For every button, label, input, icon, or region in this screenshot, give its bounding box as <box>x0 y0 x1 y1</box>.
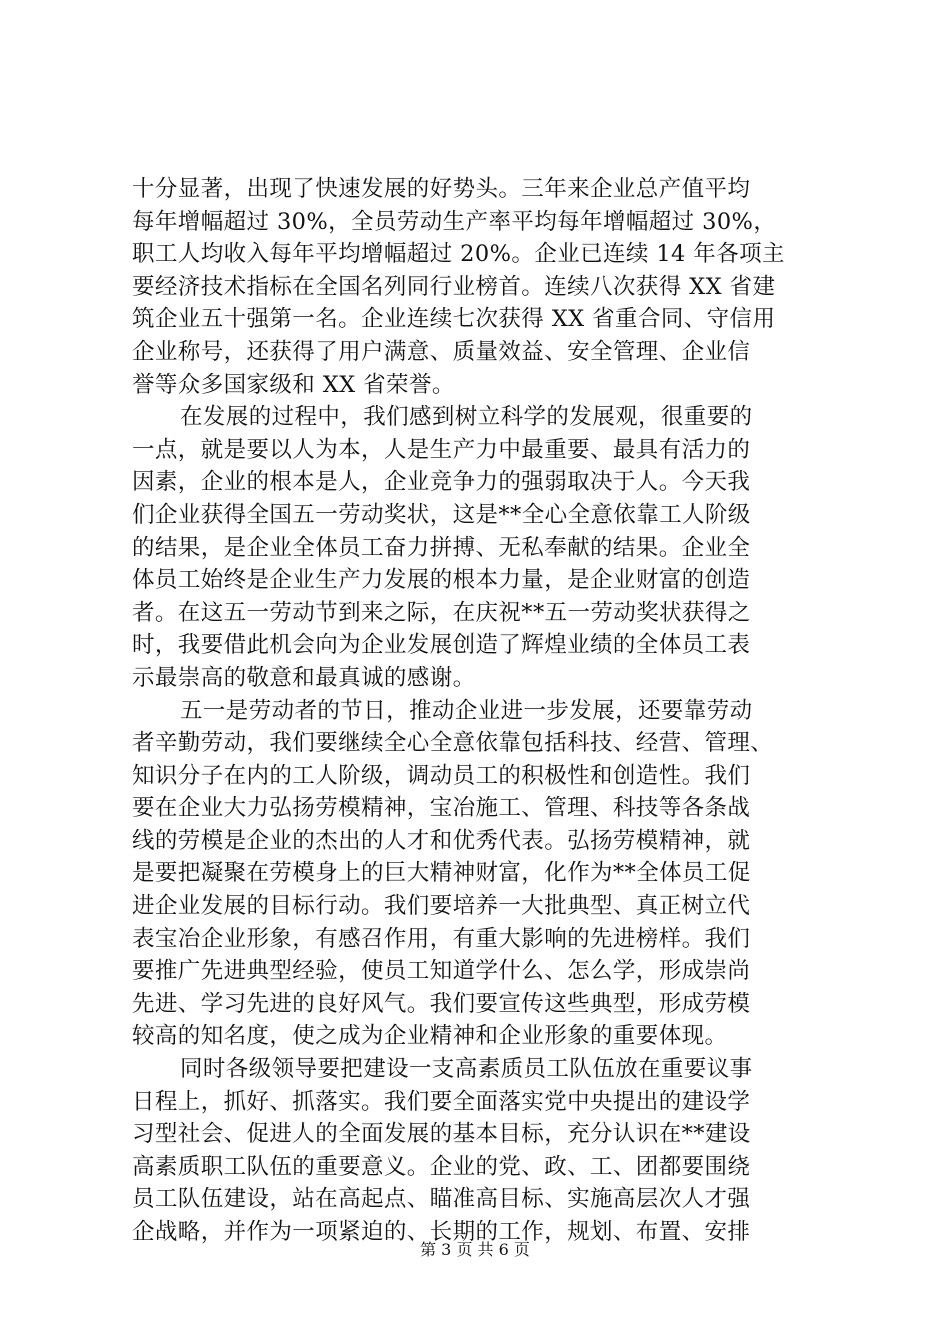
text-line: 要经济技术指标在全国名列同行业榜首。连续八次获得 XX 省建 <box>132 273 776 300</box>
text-line: 要推广先进典型经验，使员工知道学什么、怎么学，形成崇尚 <box>132 958 751 985</box>
text-line: 因素，企业的根本是人，企业竞争力的强弱取决于人。今天我 <box>132 469 751 496</box>
text-line: 知识分子在内的工人阶级，调动员工的积极性和创造性。我们 <box>132 762 751 789</box>
text-line: 企战略，并作为一项紧迫的、长期的工作，规划、布置、安排 <box>132 1219 751 1245</box>
text-line: 职工人均收入每年平均增幅超过 20%。企业已连续 14 年各项主 <box>132 241 785 268</box>
text-line: 一点，就是要以人为本，人是生产力中最重要、最具有活力的 <box>132 436 751 463</box>
text-line: 习型社会、促进人的全面发展的基本目标，充分认识在**建设 <box>132 1121 751 1148</box>
text-line: 表宝冶企业形象，有感召作用，有重大影响的先进榜样。我们 <box>132 925 751 952</box>
text-line: 日程上，抓好、抓落实。我们要全面落实党中央提出的建设学 <box>132 1088 751 1115</box>
text-line: 十分显著，出现了快速发展的好势头。三年来企业总产值平均 <box>132 176 751 202</box>
document-body <box>132 173 827 1249</box>
text-line: 的结果，是企业全体员工奋力拼搏、无私奉献的结果。企业全 <box>132 534 751 561</box>
paragraph-first-line: 同时各级领导要把建设一支高素质员工队伍放在重要议事 <box>180 1056 753 1083</box>
text-line: 进企业发展的目标行动。我们要培养一大批典型、真正树立代 <box>132 893 751 920</box>
text-line: 时，我要借此机会向为企业发展创造了辉煌业绩的全体员工表 <box>132 632 751 659</box>
text-line: 筑企业五十强第一名。企业连续七次获得 XX 省重合同、守信用 <box>132 306 776 333</box>
text-line: 示最崇高的敬意和最真诚的感谢。 <box>132 664 476 691</box>
text-line: 较高的知名度，使之成为企业精神和企业形象的重要体现。 <box>132 1023 728 1050</box>
paragraph-first-line: 五一是劳动者的节日，推动企业进一步发展，还要靠劳动 <box>180 697 753 724</box>
text-line: 先进、学习先进的良好风气。我们要宣传这些典型，形成劳模 <box>132 990 751 1017</box>
text-line: 企业称号，还获得了用户满意、质量效益、安全管理、企业信 <box>132 338 751 365</box>
text-line: 是要把凝聚在劳模身上的巨大精神财富，化作为**全体员工促 <box>132 860 751 887</box>
paragraph-first-line: 在发展的过程中，我们感到树立科学的发展观，很重要的 <box>180 404 753 431</box>
text-line: 员工队伍建设，站在高起点、瞄准高目标、实施高层次人才强 <box>132 1186 751 1213</box>
text-line: 要在企业大力弘扬劳模精神，宝冶施工、管理、科技等各条战 <box>132 795 751 822</box>
text-line: 者辛勤劳动，我们要继续全心全意依靠包括科技、经营、管理、 <box>132 730 774 757</box>
text-line: 高素质职工队伍的重要意义。企业的党、政、工、团都要围绕 <box>132 1153 751 1180</box>
text-line: 线的劳模是企业的杰出的人才和优秀代表。弘扬劳模精神，就 <box>132 827 751 854</box>
text-line: 誉等众多国家级和 XX 省荣誉。 <box>132 371 455 398</box>
text-line: 体员工始终是企业生产力发展的根本力量，是企业财富的创造 <box>132 567 751 594</box>
text-line: 每年增幅超过 30%，全员劳动生产率平均每年增幅超过 30%， <box>132 208 777 235</box>
text-line: 们企业获得全国五一劳动奖状，这是**全心全意依靠工人阶级 <box>132 501 751 528</box>
text-line: 者。在这五一劳动节到来之际，在庆祝**五一劳动奖状获得之 <box>132 599 751 626</box>
page-footer: 第 3 页 共 6 页 <box>420 1240 530 1259</box>
